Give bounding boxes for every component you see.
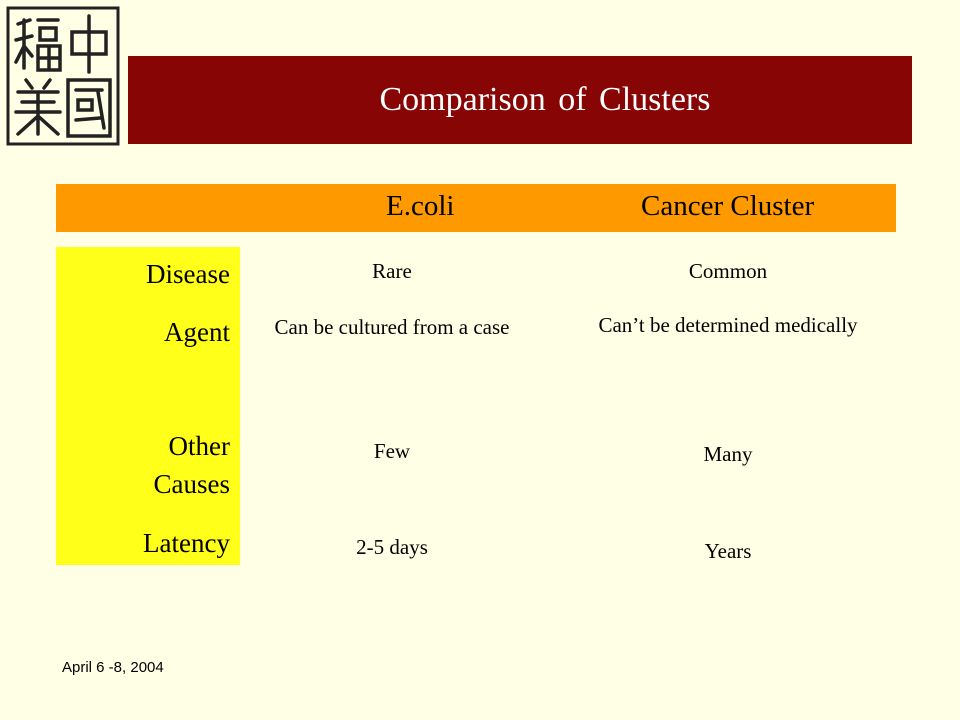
slide-title: Comparison of Clusters [379,81,711,118]
cell-latency-ecoli: 2-5 days [356,535,428,559]
cell-latency-cancer: Years [704,539,752,563]
cell-disease-ecoli: Rare [372,259,412,283]
table-header [56,184,896,232]
title-bar [128,56,912,144]
cell-other-causes-cancer: Many [703,442,753,466]
row-label-disease: Disease [146,259,230,289]
row-label-panel [56,247,240,565]
row-label-latency: Latency [143,528,230,558]
cell-agent-ecoli: Can be cultured from a case [274,315,510,339]
cell-disease-cancer: Common [688,259,768,283]
column-header-ecoli: E.coli [386,190,455,222]
column-header-cancer-cluster: Cancer Cluster [641,190,815,222]
row-label-other: Other [168,431,230,461]
row-label-agent: Agent [164,317,230,347]
cell-agent-cancer: Can’t be determined medically [598,313,858,337]
cell-other-causes-ecoli: Few [373,439,411,463]
footer-date: April 6 -8, 2004 [62,659,164,676]
row-label-causes: Causes [153,469,230,499]
logo-seal [6,6,120,146]
